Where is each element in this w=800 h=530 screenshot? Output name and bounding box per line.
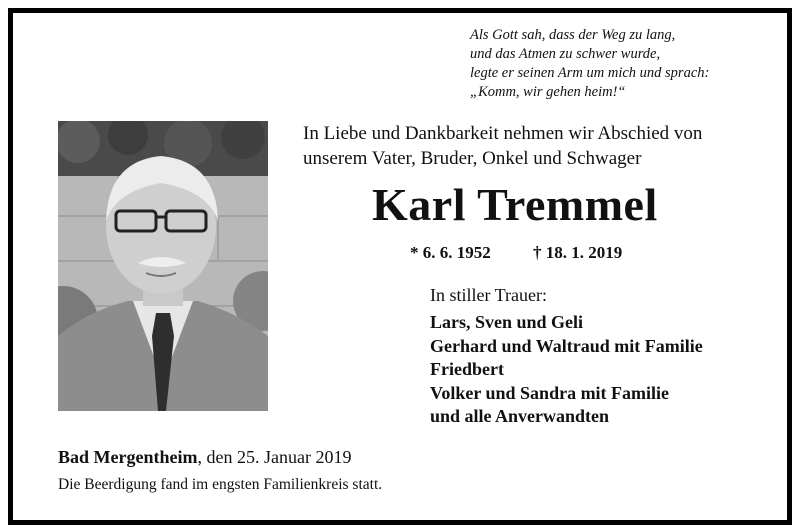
intro-line: In Liebe und Dankbarkeit nehmen wir Abschied von <box>303 123 703 144</box>
mourner-entry: und alle Anverwandten <box>430 406 610 426</box>
intro-line: unserem Vater, Bruder, Onkel und Schwager <box>303 148 642 169</box>
poem <box>470 26 709 102</box>
notice-date: , den 25. Januar 2019 <box>197 447 352 467</box>
mourning-label: In stiller Trauer: <box>430 285 547 305</box>
funeral-note: Die Beerdigung fand im engsten Familienkreis statt. <box>58 476 383 493</box>
city-name: Bad Mergentheim <box>58 447 198 467</box>
mourner-entry: Volker und Sandra mit Familie <box>430 382 670 403</box>
portrait-image <box>58 121 268 411</box>
life-dates <box>410 243 622 263</box>
poem-line: und das Atmen zu schwer wurde, <box>470 46 661 62</box>
mourner-entry: Lars, Sven und Geli <box>430 312 584 332</box>
portrait-photo <box>58 121 268 411</box>
mourner-entry: Gerhard und Waltraud mit Familie <box>430 335 703 356</box>
birth-date: * 6. 6. 1952 <box>410 243 491 262</box>
poem-line: Als Gott sah, dass der Weg zu lang, <box>470 27 676 43</box>
poem-line: legte er seinen Arm um mich und sprach: <box>470 65 710 81</box>
mourner-entry: Friedbert <box>430 359 504 379</box>
intro-text <box>303 121 702 171</box>
death-date: † 18. 1. 2019 <box>533 243 623 262</box>
mourners-list <box>430 311 703 429</box>
place-date-line <box>58 447 351 468</box>
poem-line: „Komm, wir gehen heim!“ <box>470 84 626 100</box>
deceased-name: Karl Tremmel <box>372 179 658 230</box>
